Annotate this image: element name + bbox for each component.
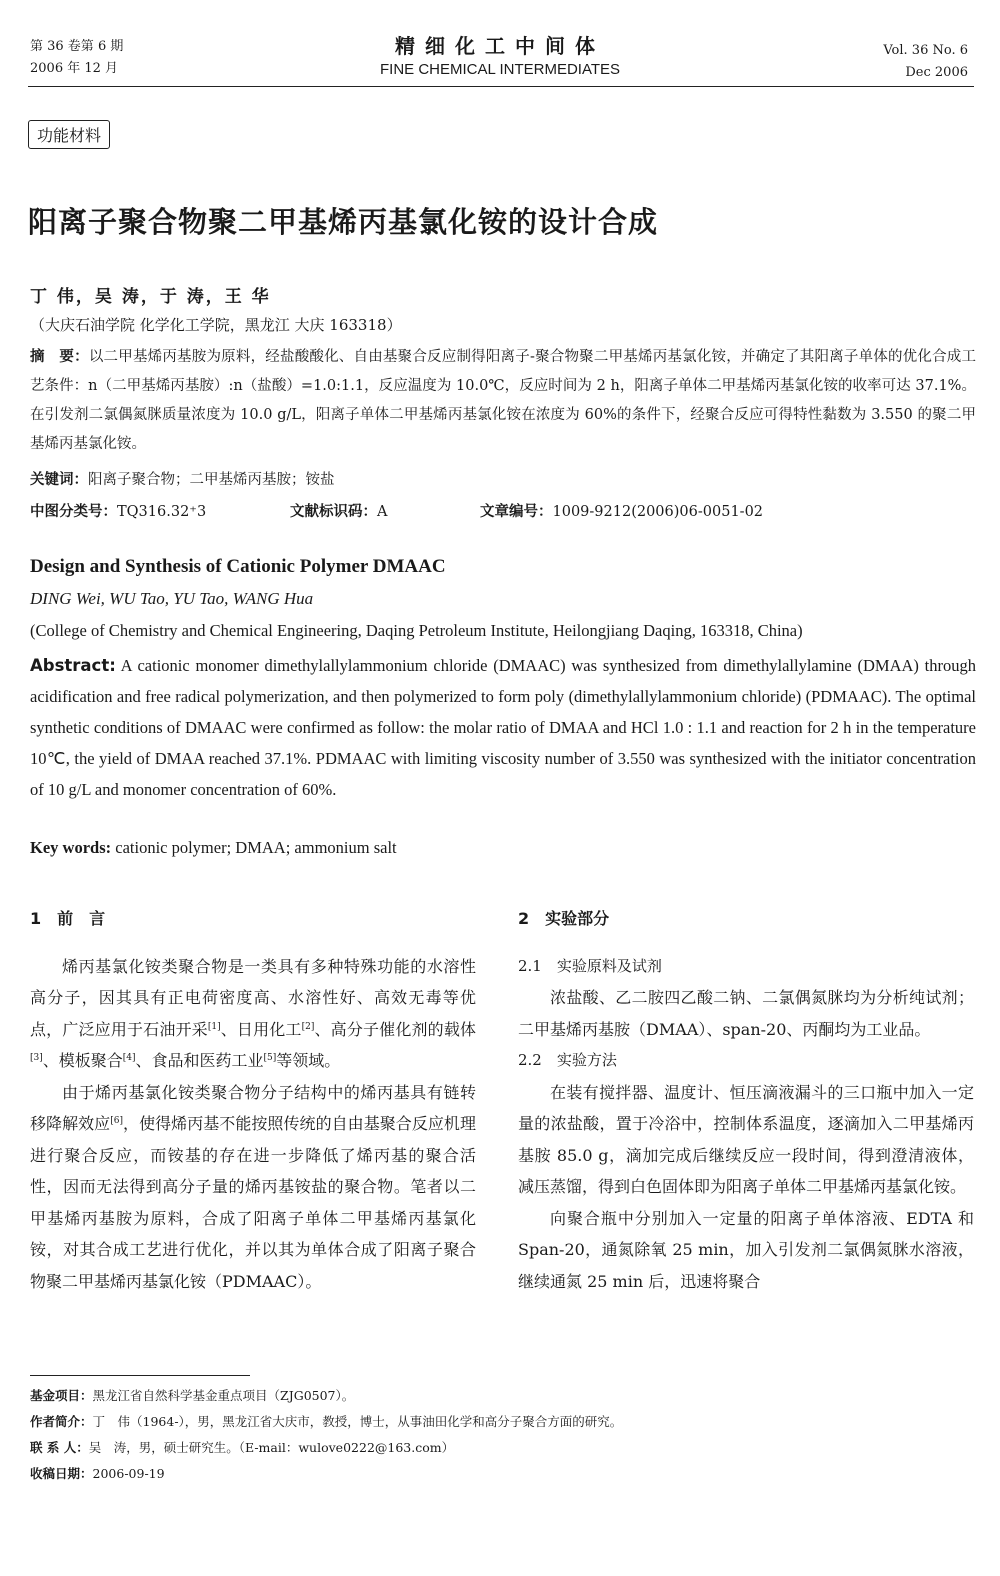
intro-paragraph-1 bbox=[30, 951, 476, 1077]
methods-paragraph-2: 向聚合瓶中分别加入一定量的阳离子单体溶液、EDTA 和 Span-20，通氮除氧 25 min，加入引发剂二氯偶氮脒水溶液，继续通氮 25 min 后，迅速将聚合 bbox=[518, 1208, 974, 1291]
abstract-cn bbox=[30, 343, 976, 459]
keywords-cn-label: 关键词： bbox=[30, 472, 88, 488]
intro-text: 、食品和医药工业 bbox=[135, 1051, 264, 1070]
article-value: 1009-9212(2006)06-0051-02 bbox=[552, 504, 764, 520]
date-en: Dec 2006 bbox=[905, 65, 968, 80]
clc-value: TQ316.32⁺3 bbox=[117, 504, 207, 520]
abstract-en-text: A cationic monomer dimethylallylammonium chloride (DMAAC) was synthesized from dimethylallylamine (DMAA) through acidification and free radical polymerization, and then polymerized to form poly (dimethylallylammonium chloride) (PDMAAC). The optimal synthetic conditions of DMAAC were confirmed as follow: the molar ratio of DMAA and HCl 1.0 : 1.1 and reaction for 2 h in the temperature 10℃, the yield of DMAA reached 37.1%. PDMAAC with limiting viscosity number of 3.550 was synthesized with the initiator concentration of 10 g/L and monomer concentration of 60%. bbox=[30, 656, 976, 799]
intro-text: 由于烯丙基氯化铵类聚合物分子结构中的烯丙基具有链转移降解效应 bbox=[30, 1082, 476, 1133]
keywords-en-text: cationic polymer; DMAA; ammonium salt bbox=[111, 838, 397, 857]
citation: [2] bbox=[301, 1021, 315, 1032]
section-heading-experimental: 2 实验部分 bbox=[518, 909, 610, 928]
journal-name-cn: 精细化工中间体 bbox=[395, 34, 605, 58]
footnote-contact bbox=[30, 1435, 622, 1461]
keywords-en-label: Key words: bbox=[30, 838, 112, 857]
authors-cn: 丁 伟，吴 涛，于 涛，王 华 bbox=[30, 287, 271, 307]
article-label: 文章编号： bbox=[480, 504, 553, 520]
intro-text: 烯丙基氯化铵类聚合物是一类具有多种特殊功能的水溶性高分子，因其具有正电荷密度高、水溶性好、高效无毒等优点，广泛应用于石油开采 bbox=[30, 956, 476, 1039]
footnote-text: 丁 伟（1964-），男，黑龙江省大庆市，教授，博士，从事油田化学和高分子聚合方面的研究。 bbox=[92, 1414, 623, 1429]
citation: [3] bbox=[30, 1053, 43, 1063]
intro-paragraph-2 bbox=[30, 1077, 476, 1298]
body-column-right bbox=[518, 903, 974, 1297]
footnote-received bbox=[30, 1461, 622, 1487]
citation: [4] bbox=[122, 1053, 136, 1063]
keywords-en bbox=[30, 838, 397, 858]
methods-paragraph-1: 在装有搅拌器、温度计、恒压滴液漏斗的三口瓶中加入一定量的浓盐酸，置于冷浴中，控制体系温度，逐滴加入二甲基烯丙基胺 85.0 g，滴加完成后继续反应一段时间，得到澄清液体，减压蒸馏，得到白色固体即为阳离子单体二甲基烯丙基氯化铵。 bbox=[518, 1082, 974, 1196]
affiliation-en: (College of Chemistry and Chemical Engineering, Daqing Petroleum Institute, Heilongjiang Daqing, 163318, China) bbox=[30, 621, 803, 640]
abstract-cn-text: 以二甲基烯丙基胺为原料，经盐酸酸化、自由基聚合反应制得阳离子-聚合物聚二甲基烯丙基氯化铵，并确定了其阳离子单体的优化合成工艺条件：n（二甲基烯丙基胺）:n（盐酸）=1.0:1.1，反应温度为 10.0℃，反应时间为 2 h，阳离子单体二甲基烯丙基氯化铵的收率可达 37.1%。在引发剂二氯偶氮脒质量浓度为 10.0 g/L，阳离子单体二甲基烯丙基氯化铵在浓度为 60%的条件下，经聚合反应可得特性黏数为 3.550 的聚二甲基烯丙基氯化铵。 bbox=[30, 349, 977, 452]
article-title-en: Design and Synthesis of Cationic Polymer DMAAC bbox=[30, 556, 446, 577]
date-cn: 2006 年 12 月 bbox=[30, 61, 119, 76]
volume-en: Vol. 36 No. 6 bbox=[883, 43, 968, 58]
article-title-cn: 阳离子聚合物聚二甲基烯丙基氯化铵的设计合成 bbox=[28, 205, 659, 239]
intro-text: ，使得烯丙基不能按照传统的自由基聚合反应机理进行聚合反应，而铵基的存在进一步降低了烯丙基的聚合活性，因而无法得到高分子量的烯丙基铵盐的聚合物。笔者以二甲基烯丙基胺为原料，合成了阳离子单体二甲基烯丙基氯化铵，对其合成工艺进行优化，并以其为单体合成了阳离子聚合物聚二甲基烯丙基氯化铵（PDMAAC）。 bbox=[30, 1114, 476, 1291]
abstract-cn-label: 摘 要： bbox=[30, 349, 89, 365]
citation: [1] bbox=[207, 1021, 221, 1032]
intro-text: 、高分子催化剂的载体 bbox=[314, 1019, 476, 1039]
header-divider bbox=[28, 86, 974, 87]
footnotes bbox=[30, 1383, 622, 1487]
affiliation-cn: （大庆石油学院 化学化工学院，黑龙江 大庆 163318） bbox=[30, 316, 402, 334]
body-column-left bbox=[30, 903, 476, 1297]
abstract-en bbox=[30, 650, 976, 805]
subsection-heading-materials: 2.1 实验原料及试剂 bbox=[518, 956, 662, 975]
intro-text: 等领域。 bbox=[276, 1051, 341, 1070]
keywords-cn bbox=[30, 468, 335, 489]
issue-info-en bbox=[883, 40, 968, 84]
clc-code bbox=[30, 500, 290, 521]
footnote-label: 联 系 人： bbox=[30, 1440, 89, 1455]
footnote-fund bbox=[30, 1383, 622, 1409]
footnote-text: 2006-09-19 bbox=[92, 1466, 165, 1481]
doc-code bbox=[290, 500, 480, 521]
clc-label: 中图分类号： bbox=[30, 504, 117, 520]
journal-name-en: FINE CHEMICAL INTERMEDIATES bbox=[379, 61, 621, 78]
article-number bbox=[480, 500, 763, 521]
doc-label: 文献标识码： bbox=[290, 504, 377, 520]
intro-text: 、日用化工 bbox=[220, 1019, 302, 1039]
doc-value: A bbox=[377, 504, 388, 520]
footnote-label: 收稿日期： bbox=[30, 1466, 93, 1481]
classification-row bbox=[30, 500, 976, 521]
footnote-text: 黑龙江省自然科学基金重点项目（ZJG0507）。 bbox=[92, 1388, 355, 1403]
footnote-divider bbox=[30, 1375, 250, 1376]
footnote-label: 作者简介： bbox=[30, 1414, 93, 1429]
abstract-en-label: Abstract: bbox=[30, 656, 116, 675]
citation: [6] bbox=[110, 1116, 123, 1126]
subsection-heading-methods: 2.2 实验方法 bbox=[518, 1051, 617, 1069]
footnote-author bbox=[30, 1409, 622, 1435]
intro-text: 、模板聚合 bbox=[42, 1051, 123, 1070]
footnote-label: 基金项目： bbox=[30, 1388, 93, 1403]
keywords-cn-text: 阳离子聚合物；二甲基烯丙基胺；铵盐 bbox=[88, 472, 335, 488]
volume-cn: 第 36 卷第 6 期 bbox=[30, 39, 124, 54]
footnote-text: 吴 涛，男，硕士研究生。（E-mail：wulove0222@163.com） bbox=[88, 1440, 455, 1455]
section-tag: 功能材料 bbox=[28, 120, 110, 149]
section-heading-intro: 1 前 言 bbox=[30, 909, 106, 928]
materials-paragraph: 浓盐酸、乙二胺四乙酸二钠、二氯偶氮脒均为分析纯试剂；二甲基烯丙基胺（DMAA）、span-20、丙酮均为工业品。 bbox=[518, 988, 974, 1039]
journal-title bbox=[0, 30, 1000, 78]
citation: [5] bbox=[263, 1053, 277, 1063]
authors-en: DING Wei, WU Tao, YU Tao, WANG Hua bbox=[30, 589, 314, 608]
